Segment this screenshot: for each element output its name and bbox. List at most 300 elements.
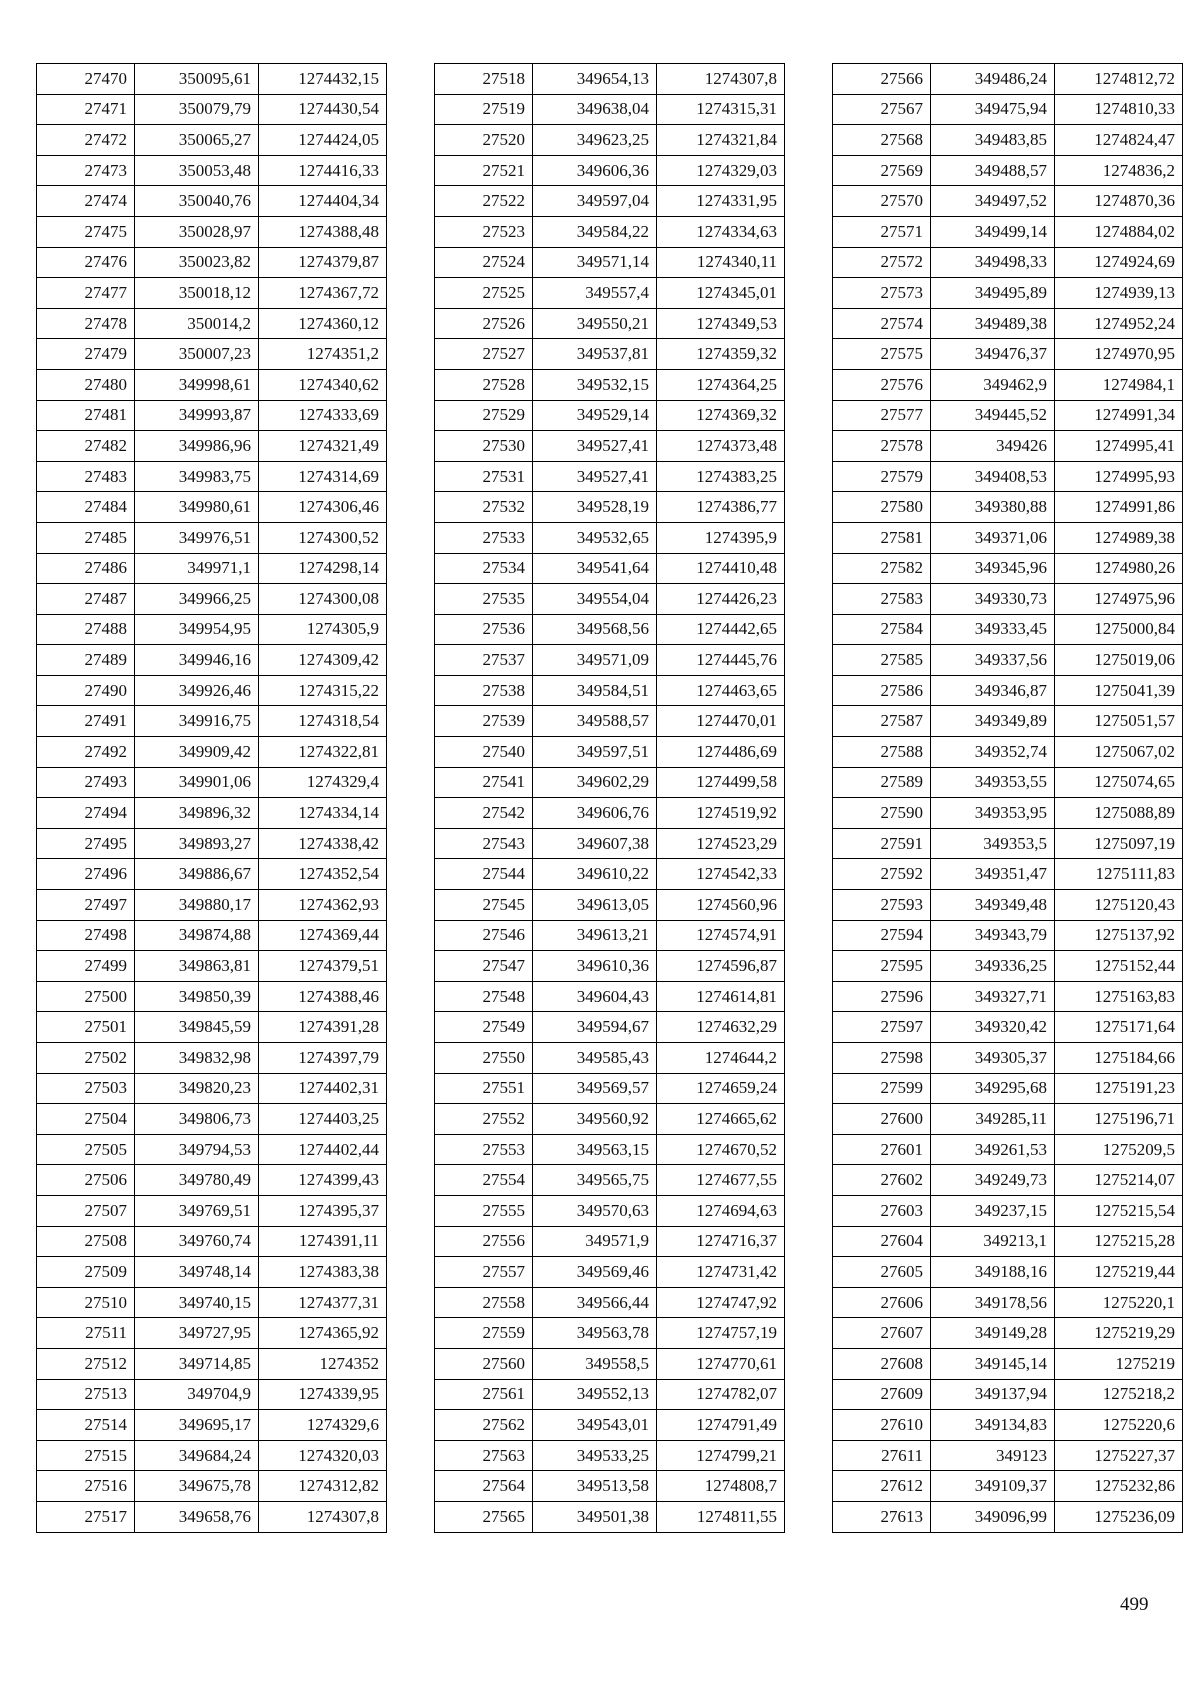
point-number: 27488 (37, 614, 135, 645)
y-coordinate: 1274632,29 (657, 1012, 785, 1043)
point-number: 27507 (37, 1195, 135, 1226)
table-row (833, 522, 1183, 553)
x-coordinate: 349976,51 (135, 522, 259, 553)
point-number: 27505 (37, 1134, 135, 1165)
y-coordinate: 1274410,48 (657, 553, 785, 584)
x-coordinate: 349597,04 (533, 186, 657, 217)
table-row (833, 186, 1183, 217)
x-coordinate: 349563,78 (533, 1318, 657, 1349)
table-row (833, 1226, 1183, 1257)
y-coordinate: 1274340,11 (657, 247, 785, 278)
point-number: 27597 (833, 1012, 931, 1043)
y-coordinate: 1274383,38 (259, 1257, 387, 1288)
point-number: 27602 (833, 1165, 931, 1196)
y-coordinate: 1274430,54 (259, 94, 387, 125)
x-coordinate: 349149,28 (931, 1318, 1055, 1349)
x-coordinate: 349552,13 (533, 1379, 657, 1410)
point-number: 27519 (435, 94, 533, 125)
table-row (833, 339, 1183, 370)
table-row (37, 1501, 387, 1532)
point-number: 27579 (833, 461, 931, 492)
y-coordinate: 1274470,01 (657, 706, 785, 737)
table-row (37, 584, 387, 615)
x-coordinate: 349532,65 (533, 522, 657, 553)
x-coordinate: 349532,15 (533, 369, 657, 400)
point-number: 27523 (435, 216, 533, 247)
y-coordinate: 1274333,69 (259, 400, 387, 431)
table-row (833, 1043, 1183, 1074)
point-number: 27592 (833, 859, 931, 890)
x-coordinate: 349780,49 (135, 1165, 259, 1196)
table-row (435, 798, 785, 829)
y-coordinate: 1274334,14 (259, 798, 387, 829)
table-row (37, 461, 387, 492)
y-coordinate: 1275219,29 (1055, 1318, 1183, 1349)
table-row (833, 1257, 1183, 1288)
table-row (833, 1348, 1183, 1379)
y-coordinate: 1274306,46 (259, 492, 387, 523)
y-coordinate: 1274811,55 (657, 1501, 785, 1532)
y-coordinate: 1274442,65 (657, 614, 785, 645)
x-coordinate: 349880,17 (135, 890, 259, 921)
point-number: 27530 (435, 431, 533, 462)
point-number: 27492 (37, 737, 135, 768)
page-number: 499 (1120, 1594, 1149, 1615)
table-row (833, 981, 1183, 1012)
y-coordinate: 1274395,37 (259, 1195, 387, 1226)
point-number: 27550 (435, 1043, 533, 1074)
point-number: 27605 (833, 1257, 931, 1288)
point-number: 27568 (833, 125, 931, 156)
x-coordinate: 349295,68 (931, 1073, 1055, 1104)
point-number: 27474 (37, 186, 135, 217)
point-number: 27586 (833, 675, 931, 706)
x-coordinate: 349563,15 (533, 1134, 657, 1165)
x-coordinate: 349886,67 (135, 859, 259, 890)
x-coordinate: 349606,36 (533, 155, 657, 186)
y-coordinate: 1274388,48 (259, 216, 387, 247)
point-number: 27541 (435, 767, 533, 798)
point-number: 27506 (37, 1165, 135, 1196)
x-coordinate: 349249,73 (931, 1165, 1055, 1196)
table-row (37, 1226, 387, 1257)
point-number: 27493 (37, 767, 135, 798)
x-coordinate: 349426 (931, 431, 1055, 462)
x-coordinate: 349794,53 (135, 1134, 259, 1165)
table-row (833, 798, 1183, 829)
point-number: 27604 (833, 1226, 931, 1257)
x-coordinate: 349486,24 (931, 64, 1055, 95)
y-coordinate: 1274312,82 (259, 1471, 387, 1502)
table-row (833, 1104, 1183, 1135)
y-coordinate: 1275051,57 (1055, 706, 1183, 737)
x-coordinate: 349497,52 (931, 186, 1055, 217)
y-coordinate: 1274560,96 (657, 890, 785, 921)
y-coordinate: 1274757,19 (657, 1318, 785, 1349)
x-coordinate: 349351,47 (931, 859, 1055, 890)
x-coordinate: 349584,22 (533, 216, 657, 247)
table-row (37, 951, 387, 982)
y-coordinate: 1274329,4 (259, 767, 387, 798)
point-number: 27611 (833, 1440, 931, 1471)
y-coordinate: 1274379,87 (259, 247, 387, 278)
point-number: 27613 (833, 1501, 931, 1532)
x-coordinate: 349607,38 (533, 828, 657, 859)
x-coordinate: 349554,04 (533, 584, 657, 615)
table-row (37, 1043, 387, 1074)
y-coordinate: 1274349,53 (657, 308, 785, 339)
point-number: 27551 (435, 1073, 533, 1104)
table-row (833, 431, 1183, 462)
point-number: 27520 (435, 125, 533, 156)
y-coordinate: 1274367,72 (259, 278, 387, 309)
y-coordinate: 1275220,1 (1055, 1287, 1183, 1318)
point-number: 27600 (833, 1104, 931, 1135)
table-row (435, 522, 785, 553)
point-number: 27564 (435, 1471, 533, 1502)
y-coordinate: 1274364,25 (657, 369, 785, 400)
table-row (435, 828, 785, 859)
point-number: 27545 (435, 890, 533, 921)
x-coordinate: 349569,57 (533, 1073, 657, 1104)
x-coordinate: 349584,51 (533, 675, 657, 706)
table-row (435, 339, 785, 370)
point-number: 27546 (435, 920, 533, 951)
point-number: 27481 (37, 400, 135, 431)
table-row (37, 1134, 387, 1165)
y-coordinate: 1274984,1 (1055, 369, 1183, 400)
point-number: 27595 (833, 951, 931, 982)
point-number: 27517 (37, 1501, 135, 1532)
x-coordinate: 350007,23 (135, 339, 259, 370)
point-number: 27500 (37, 981, 135, 1012)
table-row (833, 1287, 1183, 1318)
point-number: 27549 (435, 1012, 533, 1043)
y-coordinate: 1274670,52 (657, 1134, 785, 1165)
y-coordinate: 1274329,6 (259, 1410, 387, 1441)
x-coordinate: 350018,12 (135, 278, 259, 309)
table-row (435, 1287, 785, 1318)
y-coordinate: 1274799,21 (657, 1440, 785, 1471)
x-coordinate: 349285,11 (931, 1104, 1055, 1135)
point-number: 27574 (833, 308, 931, 339)
y-coordinate: 1274397,79 (259, 1043, 387, 1074)
y-coordinate: 1275220,6 (1055, 1410, 1183, 1441)
y-coordinate: 1274939,13 (1055, 278, 1183, 309)
table-row (833, 1318, 1183, 1349)
point-number: 27572 (833, 247, 931, 278)
table-row (833, 1165, 1183, 1196)
table-row (833, 553, 1183, 584)
y-coordinate: 1274463,65 (657, 675, 785, 706)
point-number: 27515 (37, 1440, 135, 1471)
coordinate-table-1 (36, 63, 387, 1533)
table-row (435, 64, 785, 95)
x-coordinate: 350014,2 (135, 308, 259, 339)
y-coordinate: 1274716,37 (657, 1226, 785, 1257)
point-number: 27534 (435, 553, 533, 584)
x-coordinate: 349571,09 (533, 645, 657, 676)
y-coordinate: 1274315,22 (259, 675, 387, 706)
x-coordinate: 349346,87 (931, 675, 1055, 706)
y-coordinate: 1274305,9 (259, 614, 387, 645)
x-coordinate: 349137,94 (931, 1379, 1055, 1410)
table-row (37, 186, 387, 217)
point-number: 27496 (37, 859, 135, 890)
table-row (435, 1257, 785, 1288)
table-row (833, 400, 1183, 431)
point-number: 27553 (435, 1134, 533, 1165)
point-number: 27547 (435, 951, 533, 982)
y-coordinate: 1274677,55 (657, 1165, 785, 1196)
table-row (833, 155, 1183, 186)
x-coordinate: 349986,96 (135, 431, 259, 462)
y-coordinate: 1275041,39 (1055, 675, 1183, 706)
x-coordinate: 349543,01 (533, 1410, 657, 1441)
x-coordinate: 349333,45 (931, 614, 1055, 645)
x-coordinate: 349557,4 (533, 278, 657, 309)
y-coordinate: 1274300,08 (259, 584, 387, 615)
y-coordinate: 1274362,93 (259, 890, 387, 921)
x-coordinate: 349760,74 (135, 1226, 259, 1257)
point-number: 27575 (833, 339, 931, 370)
point-number: 27567 (833, 94, 931, 125)
table-row (435, 461, 785, 492)
y-coordinate: 1274694,63 (657, 1195, 785, 1226)
y-coordinate: 1275184,66 (1055, 1043, 1183, 1074)
y-coordinate: 1274519,92 (657, 798, 785, 829)
y-coordinate: 1274426,23 (657, 584, 785, 615)
table-row (37, 553, 387, 584)
y-coordinate: 1274952,24 (1055, 308, 1183, 339)
y-coordinate: 1275215,28 (1055, 1226, 1183, 1257)
y-coordinate: 1275171,64 (1055, 1012, 1183, 1043)
point-number: 27578 (833, 431, 931, 462)
point-number: 27548 (435, 981, 533, 1012)
point-number: 27596 (833, 981, 931, 1012)
x-coordinate: 349571,9 (533, 1226, 657, 1257)
x-coordinate: 349926,46 (135, 675, 259, 706)
table-row (37, 339, 387, 370)
table-row (833, 1379, 1183, 1410)
y-coordinate: 1274924,69 (1055, 247, 1183, 278)
x-coordinate: 349343,79 (931, 920, 1055, 951)
table-row (833, 614, 1183, 645)
point-number: 27494 (37, 798, 135, 829)
table-row (435, 614, 785, 645)
point-number: 27536 (435, 614, 533, 645)
y-coordinate: 1274791,49 (657, 1410, 785, 1441)
y-coordinate: 1274391,11 (259, 1226, 387, 1257)
table-row (435, 125, 785, 156)
table-row (37, 278, 387, 309)
y-coordinate: 1274432,15 (259, 64, 387, 95)
x-coordinate: 349569,46 (533, 1257, 657, 1288)
point-number: 27497 (37, 890, 135, 921)
table-row (435, 1471, 785, 1502)
y-coordinate: 1274340,62 (259, 369, 387, 400)
x-coordinate: 349327,71 (931, 981, 1055, 1012)
y-coordinate: 1274383,25 (657, 461, 785, 492)
x-coordinate: 349684,24 (135, 1440, 259, 1471)
y-coordinate: 1274975,96 (1055, 584, 1183, 615)
point-number: 27573 (833, 278, 931, 309)
y-coordinate: 1274399,43 (259, 1165, 387, 1196)
table-row (833, 492, 1183, 523)
point-number: 27479 (37, 339, 135, 370)
point-number: 27582 (833, 553, 931, 584)
point-number: 27585 (833, 645, 931, 676)
x-coordinate: 349610,22 (533, 859, 657, 890)
point-number: 27524 (435, 247, 533, 278)
x-coordinate: 349371,06 (931, 522, 1055, 553)
x-coordinate: 350053,48 (135, 155, 259, 186)
point-number: 27540 (435, 737, 533, 768)
table-row (833, 1471, 1183, 1502)
y-coordinate: 1274416,33 (259, 155, 387, 186)
point-number: 27504 (37, 1104, 135, 1135)
x-coordinate: 349533,25 (533, 1440, 657, 1471)
point-number: 27487 (37, 584, 135, 615)
x-coordinate: 349623,25 (533, 125, 657, 156)
x-coordinate: 349527,41 (533, 431, 657, 462)
y-coordinate: 1274424,05 (259, 125, 387, 156)
y-coordinate: 1274770,61 (657, 1348, 785, 1379)
point-number: 27476 (37, 247, 135, 278)
table-row (37, 828, 387, 859)
y-coordinate: 1275163,83 (1055, 981, 1183, 1012)
x-coordinate: 349832,98 (135, 1043, 259, 1074)
point-number: 27557 (435, 1257, 533, 1288)
point-number: 27555 (435, 1195, 533, 1226)
point-number: 27587 (833, 706, 931, 737)
x-coordinate: 349604,43 (533, 981, 657, 1012)
y-coordinate: 1274403,25 (259, 1104, 387, 1135)
x-coordinate: 349597,51 (533, 737, 657, 768)
table-row (37, 706, 387, 737)
y-coordinate: 1274884,02 (1055, 216, 1183, 247)
x-coordinate: 349462,9 (931, 369, 1055, 400)
y-coordinate: 1275088,89 (1055, 798, 1183, 829)
point-number: 27480 (37, 369, 135, 400)
point-number: 27535 (435, 584, 533, 615)
table-row (435, 278, 785, 309)
x-coordinate: 349966,25 (135, 584, 259, 615)
table-row (833, 706, 1183, 737)
y-coordinate: 1274369,44 (259, 920, 387, 951)
table-row (435, 1134, 785, 1165)
x-coordinate: 349237,15 (931, 1195, 1055, 1226)
table-row (37, 1287, 387, 1318)
y-coordinate: 1274404,34 (259, 186, 387, 217)
point-number: 27558 (435, 1287, 533, 1318)
table-row (833, 1195, 1183, 1226)
x-coordinate: 349349,89 (931, 706, 1055, 737)
table-row (833, 278, 1183, 309)
point-number: 27483 (37, 461, 135, 492)
x-coordinate: 349408,53 (931, 461, 1055, 492)
table-row (37, 400, 387, 431)
y-coordinate: 1274359,32 (657, 339, 785, 370)
y-coordinate: 1275232,86 (1055, 1471, 1183, 1502)
x-coordinate: 349476,37 (931, 339, 1055, 370)
point-number: 27598 (833, 1043, 931, 1074)
y-coordinate: 1274369,32 (657, 400, 785, 431)
x-coordinate: 349983,75 (135, 461, 259, 492)
table-row (435, 308, 785, 339)
table-row (37, 1257, 387, 1288)
y-coordinate: 1274596,87 (657, 951, 785, 982)
y-coordinate: 1274391,28 (259, 1012, 387, 1043)
point-number: 27470 (37, 64, 135, 95)
x-coordinate: 349178,56 (931, 1287, 1055, 1318)
point-number: 27583 (833, 584, 931, 615)
table-row (435, 920, 785, 951)
y-coordinate: 1274970,95 (1055, 339, 1183, 370)
table-row (37, 1104, 387, 1135)
table-row (37, 614, 387, 645)
y-coordinate: 1274300,52 (259, 522, 387, 553)
y-coordinate: 1274298,14 (259, 553, 387, 584)
y-coordinate: 1275000,84 (1055, 614, 1183, 645)
table-row (37, 767, 387, 798)
point-number: 27518 (435, 64, 533, 95)
table-row (435, 767, 785, 798)
y-coordinate: 1274331,95 (657, 186, 785, 217)
point-number: 27532 (435, 492, 533, 523)
y-coordinate: 1274352 (259, 1348, 387, 1379)
x-coordinate: 349145,14 (931, 1348, 1055, 1379)
y-coordinate: 1274665,62 (657, 1104, 785, 1135)
y-coordinate: 1275191,23 (1055, 1073, 1183, 1104)
point-number: 27544 (435, 859, 533, 890)
x-coordinate: 349565,75 (533, 1165, 657, 1196)
x-coordinate: 349188,16 (931, 1257, 1055, 1288)
point-number: 27588 (833, 737, 931, 768)
x-coordinate: 349806,73 (135, 1104, 259, 1135)
point-number: 27499 (37, 951, 135, 982)
x-coordinate: 349527,41 (533, 461, 657, 492)
point-number: 27594 (833, 920, 931, 951)
y-coordinate: 1275097,19 (1055, 828, 1183, 859)
point-number: 27471 (37, 94, 135, 125)
point-number: 27484 (37, 492, 135, 523)
table-row (833, 920, 1183, 951)
x-coordinate: 349345,96 (931, 553, 1055, 584)
coordinate-table-3 (832, 63, 1183, 1533)
point-number: 27495 (37, 828, 135, 859)
point-number: 27552 (435, 1104, 533, 1135)
x-coordinate: 349850,39 (135, 981, 259, 1012)
table-row (833, 737, 1183, 768)
table-row (435, 1410, 785, 1441)
table-row (37, 1471, 387, 1502)
point-number: 27584 (833, 614, 931, 645)
y-coordinate: 1274445,76 (657, 645, 785, 676)
x-coordinate: 349353,55 (931, 767, 1055, 798)
x-coordinate: 350040,76 (135, 186, 259, 217)
point-number: 27510 (37, 1287, 135, 1318)
point-number: 27591 (833, 828, 931, 859)
x-coordinate: 349901,06 (135, 767, 259, 798)
point-number: 27526 (435, 308, 533, 339)
y-coordinate: 1274352,54 (259, 859, 387, 890)
table-row (37, 125, 387, 156)
point-number: 27607 (833, 1318, 931, 1349)
x-coordinate: 349134,83 (931, 1410, 1055, 1441)
y-coordinate: 1274379,51 (259, 951, 387, 982)
x-coordinate: 350028,97 (135, 216, 259, 247)
